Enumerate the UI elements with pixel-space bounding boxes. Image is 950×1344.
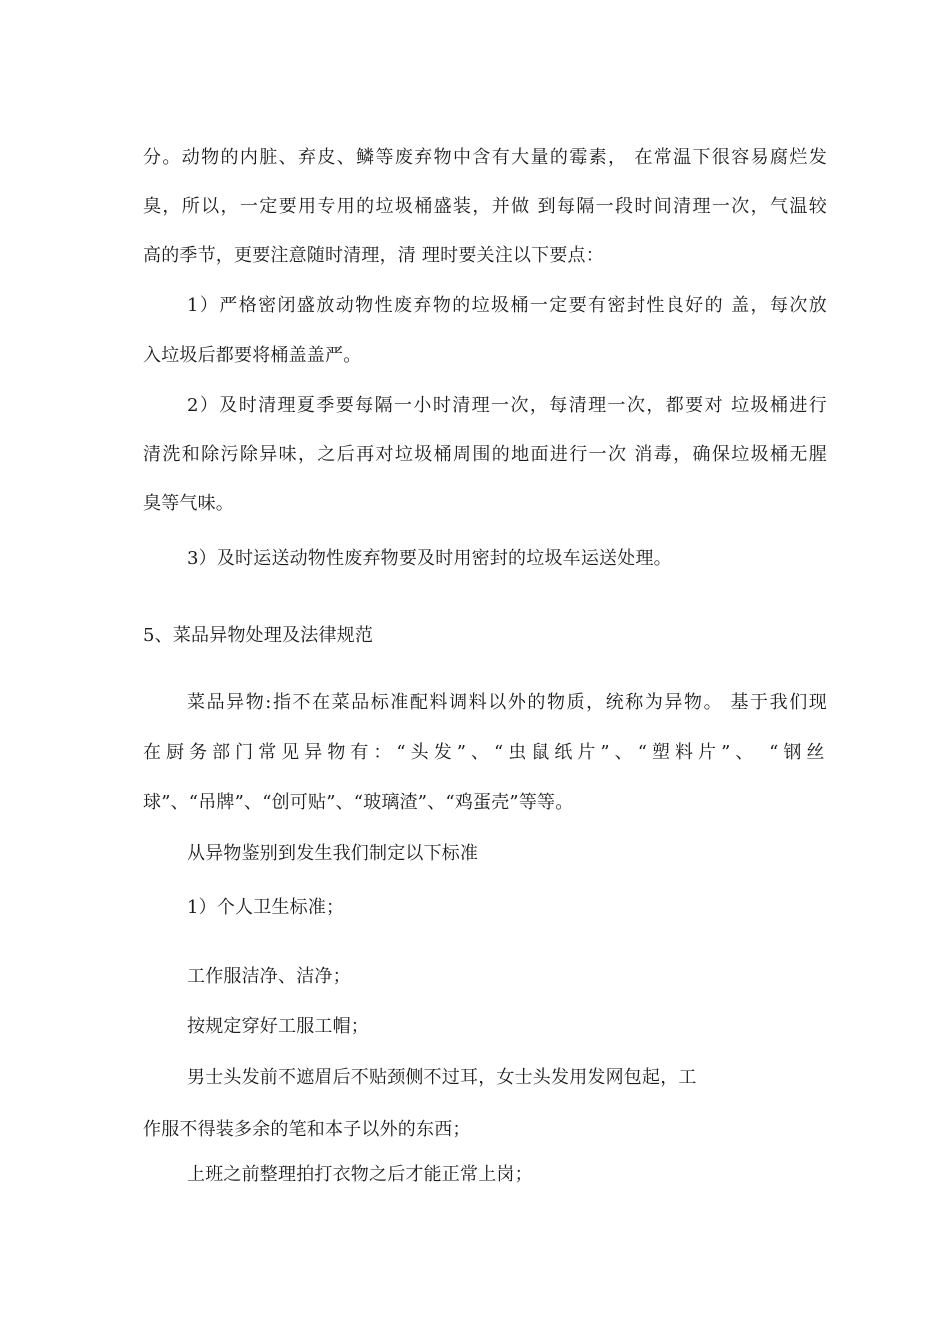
- paragraph-line: 菜品异物:指不在菜品标准配料调料以外的物质，统称为异物。 基于我们现: [187, 692, 827, 713]
- list-item-line: 3）及时运送动物性废弃物要及时用密封的垃圾车运送处理。: [187, 548, 672, 569]
- paragraph-line: 上班之前整理拍打衣物之后才能正常上岗；: [187, 1164, 533, 1185]
- list-item-line: 臭等气味。: [143, 493, 234, 514]
- paragraph-line: 按规定穿好工服工帽；: [187, 1016, 369, 1037]
- list-item-line: 清洗和除污除异味，之后再对垃圾桶周围的地面进行一次 消毒，确保垃圾桶无腥: [143, 444, 827, 465]
- paragraph-line: 男士头发前不遮眉后不贴颈侧不过耳，女士头发用发网包起，工: [187, 1067, 697, 1088]
- paragraph-line: 高的季节，更要注意随时清理，清 理时要关注以下要点：: [143, 245, 604, 266]
- paragraph-line: 作服不得装多余的笔和本子以外的东西；: [143, 1119, 471, 1140]
- paragraph-line: 工作服洁净、洁净；: [187, 966, 351, 987]
- list-item-line: 2）及时清理夏季要每隔一小时清理一次，每清理一次，都要对 垃圾桶进行: [187, 395, 827, 416]
- list-item-line: 入垃圾后都要将桶盖盖严。: [143, 345, 362, 366]
- list-item-line: 1）严格密闭盛放动物性废弃物的垃圾桶一定要有密封性良好的 盖，每次放: [187, 295, 827, 316]
- paragraph-line: 球”、“吊牌”、“创可贴”、“玻璃渣”、“鸡蛋壳”等等。: [143, 792, 574, 813]
- paragraph-line: 从异物鉴别到发生我们制定以下标准: [187, 843, 479, 864]
- paragraph-line: 臭，所以，一定要用专用的垃圾桶盛装，并做 到每隔一段时间清理一次，气温较: [143, 196, 827, 217]
- section-heading: 5、菜品异物处理及法律规范: [143, 625, 374, 646]
- list-item-line: 1）个人卫生标准；: [187, 897, 345, 918]
- paragraph-line: 在厨务部门常见异物有：“头发”、“虫鼠纸片”、“塑料片”、 “钢丝: [143, 742, 827, 763]
- paragraph-line: 分。动物的内脏、弃皮、鳞等废弃物中含有大量的霉素， 在常温下很容易腐烂发: [143, 147, 827, 168]
